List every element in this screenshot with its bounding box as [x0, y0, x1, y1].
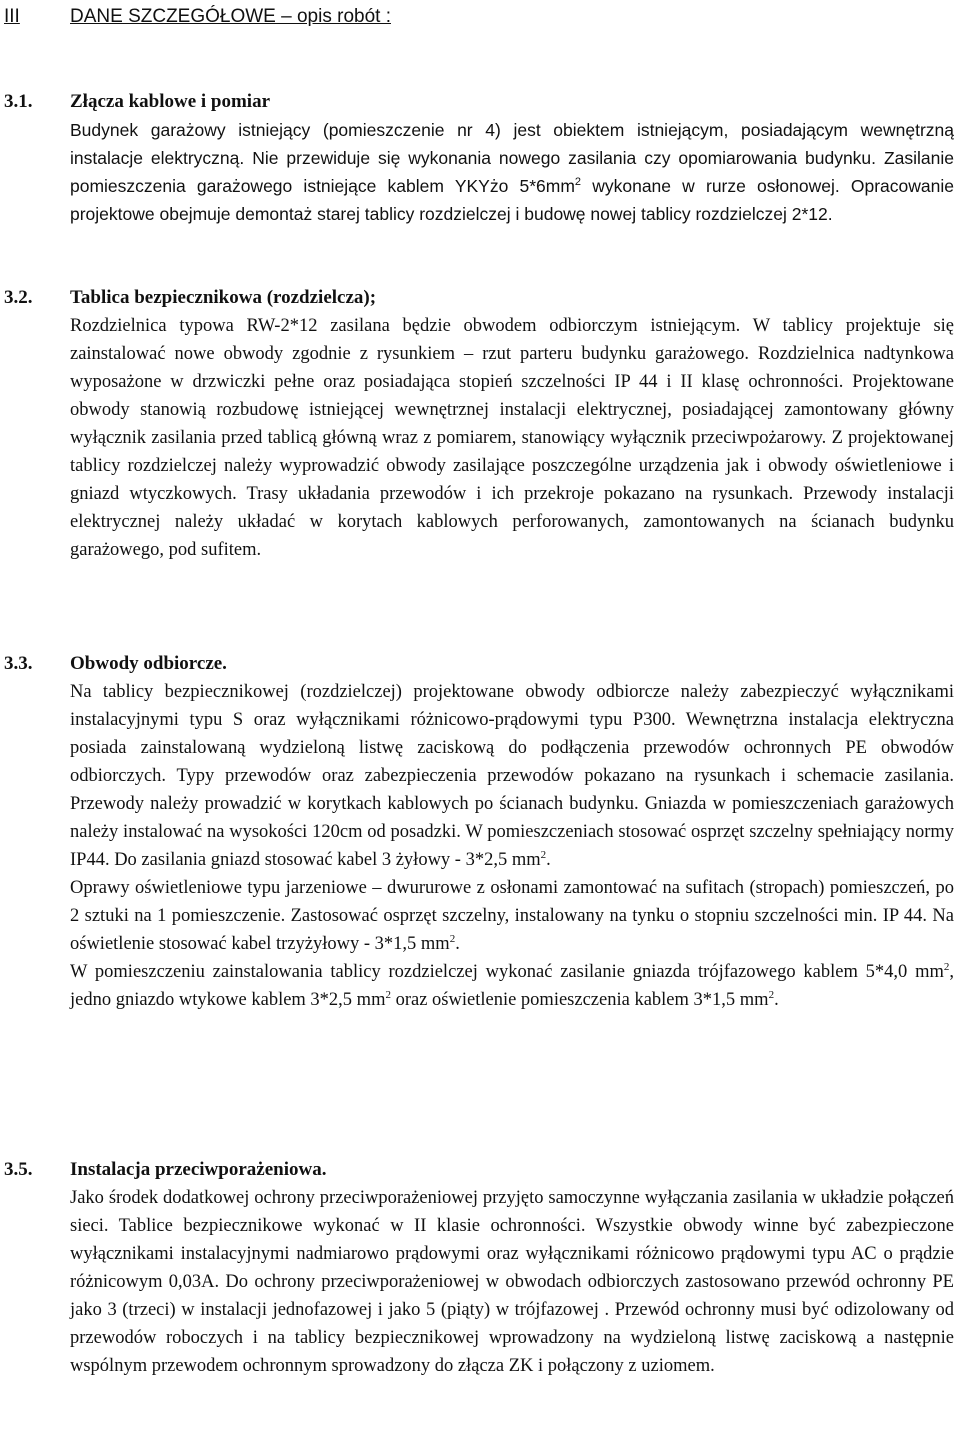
section-number: 3.2.	[4, 287, 33, 308]
section-number: 3.5.	[4, 1159, 33, 1180]
section-body	[70, 678, 954, 1014]
chapter-title: DANE SZCZEGÓŁOWE – opis robót :	[70, 6, 391, 27]
section-number: 3.3.	[4, 653, 33, 674]
paragraph-text: .	[774, 990, 779, 1010]
document-heading	[4, 3, 391, 31]
paragraph-text: wykonane w rurze osłonowej. Opracowanie projektowe obejmuje demontaż starej tablicy rozdzielczej i budowę nowej tablicy rozdzielczej 2*12.	[70, 176, 954, 224]
superscript: 2	[574, 176, 582, 188]
section-heading	[4, 88, 954, 116]
section-number: 3.1.	[4, 91, 33, 112]
section-title: Obwody odbiorcze.	[70, 653, 227, 674]
paragraph	[70, 678, 954, 874]
section-title: Instalacja przeciwporażeniowa.	[70, 1159, 327, 1180]
section-heading	[4, 650, 954, 678]
section-title: Złącza kablowe i pomiar	[70, 91, 271, 112]
section-body	[70, 312, 954, 564]
chapter-number: III	[4, 6, 20, 27]
section-title: Tablica bezpiecznikowa (rozdzielcza);	[70, 287, 377, 308]
paragraph-text: .	[546, 850, 551, 870]
section-3-2	[4, 284, 954, 564]
paragraph: Rozdzielnica typowa RW-2*12 zasilana będzie obwodem odbiorczym istniejącym. W tablicy projektuje się zainstalować nowe obwody zgodnie z rysunkiem – rzut parteru budynku garażowego. Rozdzielnica nadtynkowa wyposażone w drzwiczki pełne oraz posiadająca stopień szczelności IP 44 i II klasę ochronności. Projektowane obwody stanowią rozbudowę istniejącej wewnętrznej instalacji elektrycznej, posiadającej zamontowany główny wyłącznik zasilania przed tablicą główną wraz z pomiarem, stanowiący wyłącznik przeciwpożarowy. Z projektowanej tablicy rozdzielczej należy wyprowadzić obwody zasilające poszczególne urządzenia jak i obwody oświetleniowe i gniazd wtyczkowych. Trasy układania przewodów i ich przekroje pokazano na rysunkach. Przewody instalacji elektrycznej należy układać w korytach kablowych perforowanych, zamontowanych na ścianach budynku garażowego, pod sufitem.	[70, 316, 954, 560]
superscript: 2	[943, 961, 950, 973]
paragraph-text: Oprawy oświetleniowe typu jarzeniowe – dwururowe z osłonami zamontować na sufitach (stropach) pomieszczeń, po 2 sztuki na 1 pomieszczenie. Zastosować osprzęt szczelny, instalowany na tynku o stopniu szczelności min. IP 44. Na oświetlenie stosować kabel trzyżyłowy - 3*1,5 mm	[70, 878, 954, 954]
section-heading	[4, 1156, 954, 1184]
superscript: 2	[768, 989, 775, 1001]
section-3-3	[4, 650, 954, 1014]
paragraph	[70, 958, 954, 1014]
paragraph	[70, 874, 954, 958]
section-3-5	[4, 1156, 954, 1380]
paragraph-text: .	[455, 934, 460, 954]
section-body	[70, 116, 954, 228]
paragraph-text: , jedno gniazdo wtykowe kablem 3*2,5 mm	[70, 962, 954, 1010]
paragraph-text: W pomieszczeniu zainstalowania tablicy rozdzielczej wykonać zasilanie gniazda trójfazowego kablem 5*4,0 mm	[70, 962, 944, 982]
paragraph	[70, 116, 954, 228]
paragraph-text: oraz oświetlenie pomieszczenia kablem 3*1,5 mm	[390, 990, 769, 1010]
paragraph-text: Na tablicy bezpiecznikowej (rozdzielczej) projektowane obwody odbiorcze należy zabezpieczyć wyłącznikami instalacyjnymi typu S oraz wyłącznikami różnicowo-prądowymi typu P300. Wewnętrzna instalacja elektryczna posiada zainstalowaną wydzieloną listwę zaciskową do podłączenia przewodów ochronnych PE obwodów odbiorczych. Typy przewodów oraz zabezpieczenia przewodów pokazano na rysunkach i schemacie zasilania. Przewody należy prowadzić w korytkach kablowych po ścianach budynku. Gniazda w pomieszczeniach garażowych należy instalować na wysokości 120cm od posadzki. W pomieszczeniach stosować osprzęt szczelny spełniający normy IP44. Do zasilania gniazd stosować kabel 3 żyłowy - 3*2,5 mm	[70, 682, 954, 870]
section-heading	[4, 284, 954, 312]
superscript: 2	[540, 849, 547, 861]
section-3-1	[4, 88, 954, 228]
section-body	[70, 1184, 954, 1380]
paragraph: Jako środek dodatkowej ochrony przeciwporażeniowej przyjęto samoczynne wyłączania zasilania w układzie połączeń sieci. Tablice bezpiecznikowe wykonać w II klasie ochronności. Wszystkie obwody winne być zabezpieczone wyłącznikami instalacyjnymi nadmiarowo prądowymi oraz wyłącznikami różnicowo prądowymi typu AC o prądzie różnicowym 0,03A. Do ochrony przeciwporażeniowej w obwodach odbiorczych zastosowano przewód ochronny PE jako 3 (trzeci) w instalacji jednofazowej i jako 5 (piąty) w trójfazowej . Przewód ochronny musi być odizolowany od przewodów roboczych i na tablicy bezpiecznikowej wprowadzony na wydzieloną listwę zaciskową a następnie wspólnym przewodem ochronnym sprowadzony do złącza ZK i połączony z uziomem.	[70, 1188, 954, 1376]
superscript: 2	[385, 989, 391, 1001]
paragraph-text: Budynek garażowy istniejący (pomieszczenie nr 4) jest obiektem istniejącym, posiadającym wewnętrzną instalacje elektryczną. Nie przewiduje się wykonania nowego zasilania czy opomiarowania budynku. Zasilanie pomieszczenia garażowego istniejące kablem YKYżo 5*6mm	[70, 120, 954, 196]
superscript: 2	[449, 933, 456, 945]
